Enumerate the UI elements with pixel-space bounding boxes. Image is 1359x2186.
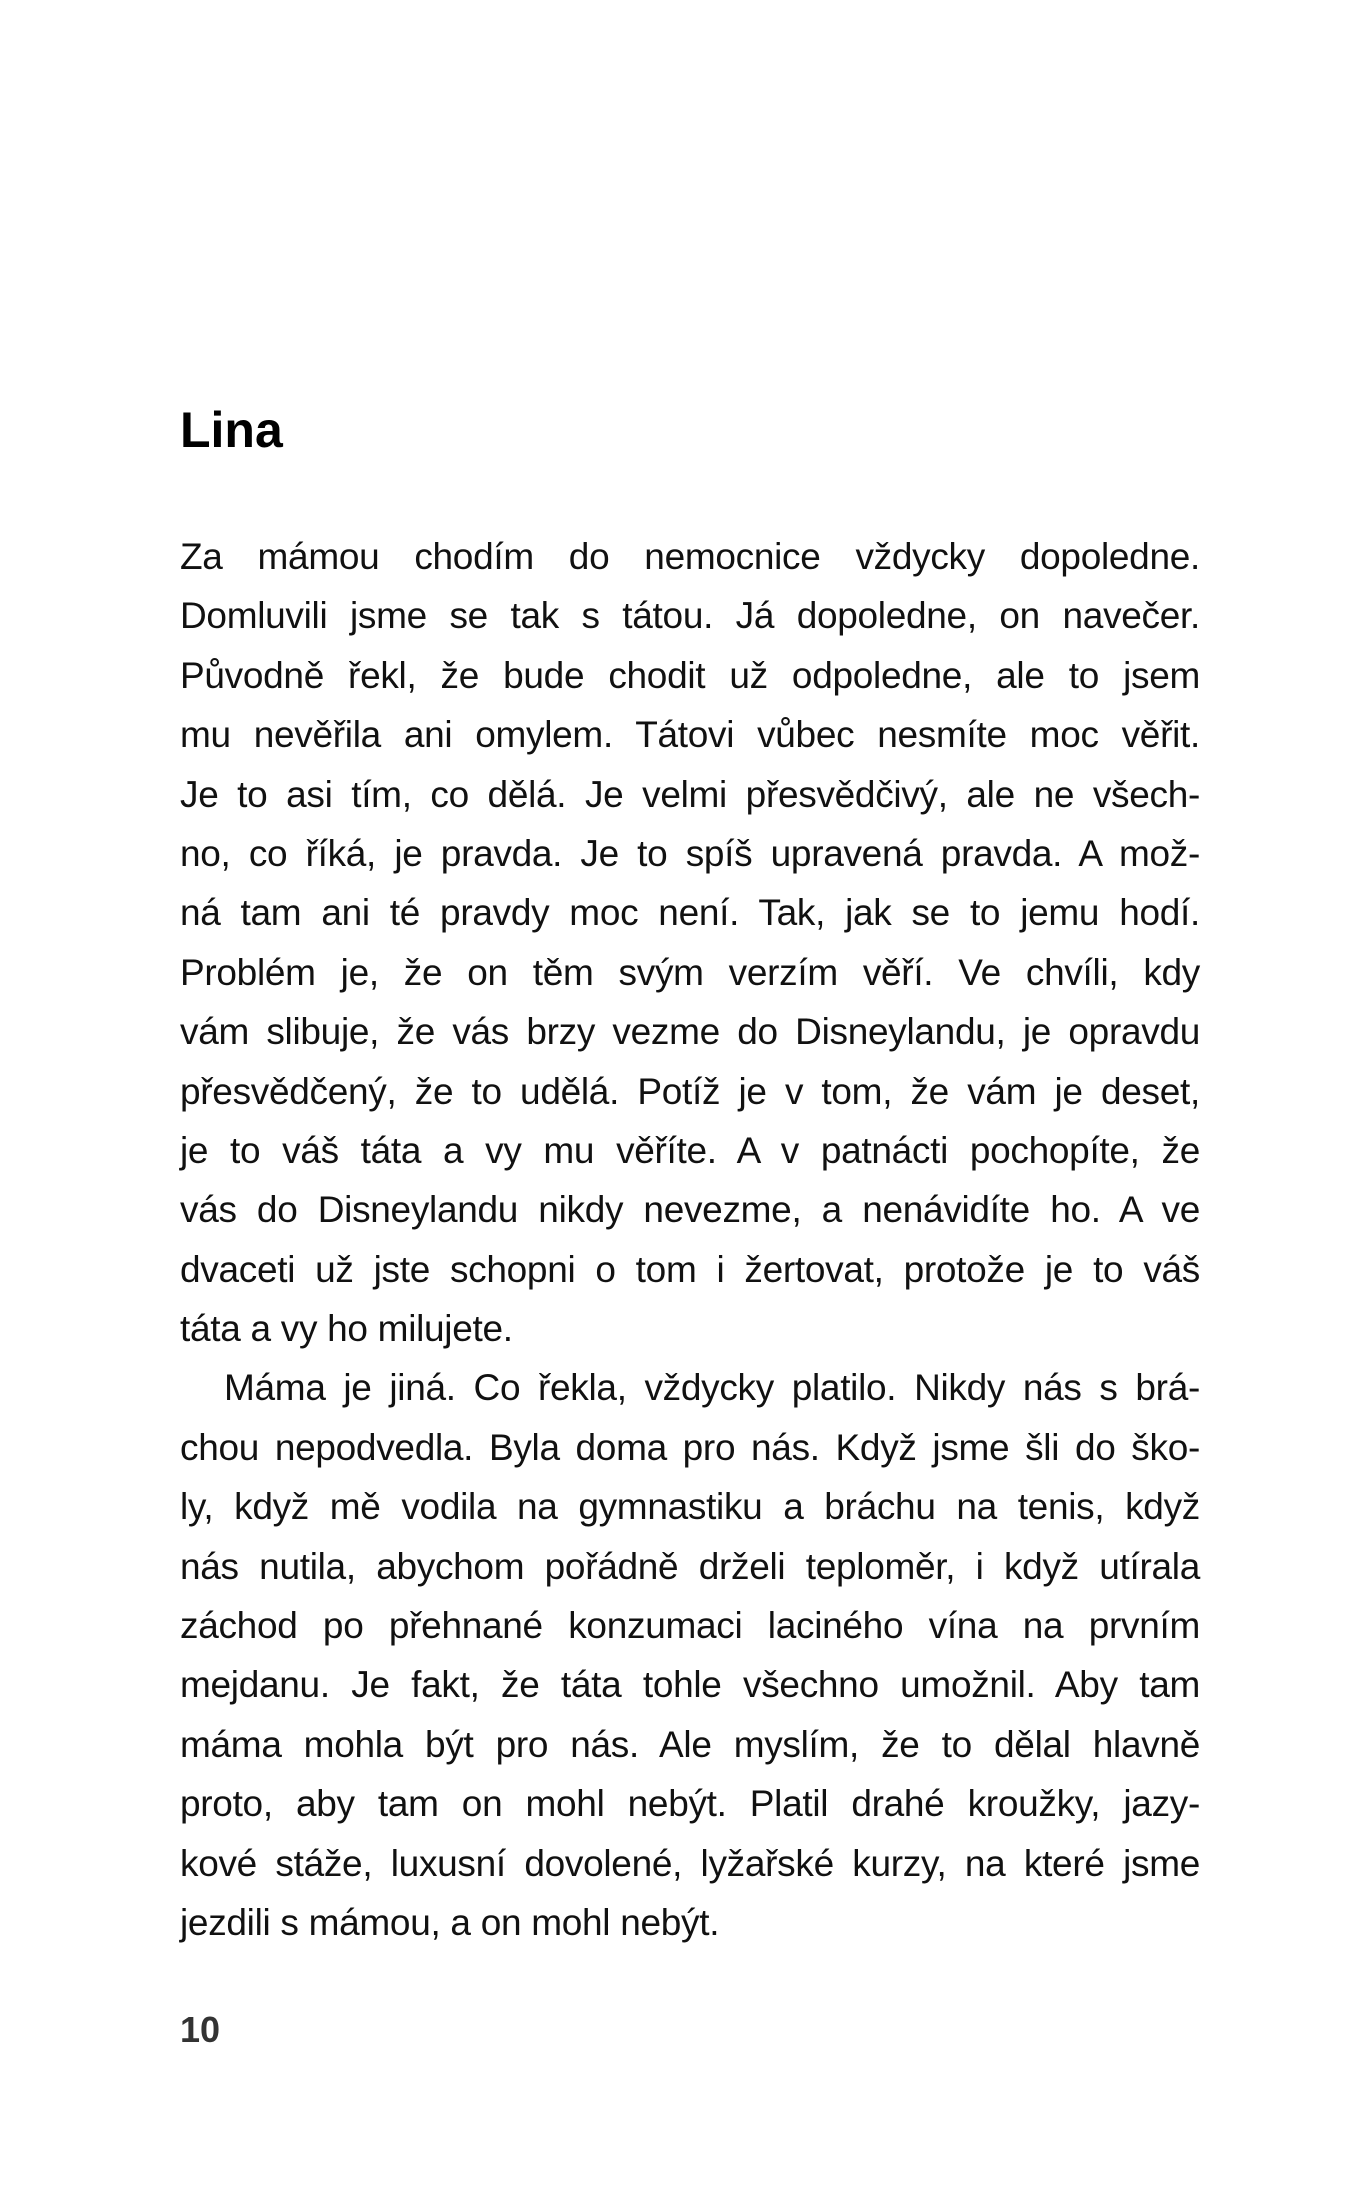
text-line: Za mámou chodím do nemocnice vždycky dopoledne. [180, 536, 1200, 577]
page-number: 10 [180, 2009, 221, 2050]
text-line: nás nutila, abychom pořádně drželi teploměr, i když utírala [180, 1545, 1200, 1587]
text-line: Máma je jiná. Co řekla, vždycky platilo. Nikdy nás s brá- [224, 1367, 1200, 1409]
text-line: vám slibuje, že vás brzy vezme do Disneylandu, je opravdu [180, 1011, 1200, 1053]
text-line: přesvědčený, že to udělá. Potíž je v tom, že vám je deset, [180, 1070, 1200, 1112]
text-line: Problém je, že on těm svým verzím věří. Ve chvíli, kdy [180, 951, 1200, 993]
text-line: dvaceti už jste schopni o tom i žertovat, protože je to váš [180, 1248, 1200, 1290]
text-line: no, co říká, je pravda. Je to spíš upravená pravda. A mož- [180, 832, 1200, 874]
text-line: ly, když mě vodila na gymnastiku a bráchu na tenis, když [180, 1486, 1200, 1528]
text-line: mu nevěřila ani omylem. Tátovi vůbec nesmíte moc věřit. [180, 714, 1200, 756]
text-line: chou nepodvedla. Byla doma pro nás. Když jsme šli do ško- [180, 1426, 1200, 1468]
text-line: Je to asi tím, co dělá. Je velmi přesvědčivý, ale ne všech- [180, 773, 1200, 815]
text-line: proto, aby tam on mohl nebýt. Platil drahé kroužky, jazy- [180, 1783, 1200, 1825]
text-line: jezdili s mámou, a on mohl nebýt. [180, 1901, 720, 1943]
text-line: máma mohla být pro nás. Ale myslím, že to dělal hlavně [180, 1723, 1200, 1765]
text-line: vás do Disneylandu nikdy nevezme, a nenávidíte ho. A ve [180, 1189, 1200, 1231]
paragraph [180, 1358, 1200, 1952]
text-line: kové stáže, luxusní dovolené, lyžařské kurzy, na které jsme [180, 1842, 1200, 1884]
body-text [180, 527, 1200, 1952]
text-line: je to váš táta a vy mu věříte. A v patnácti pochopíte, že [180, 1129, 1200, 1171]
text-line: záchod po přehnané konzumaci laciného vína na prvním [180, 1605, 1200, 1647]
chapter-title: Lina [180, 402, 283, 458]
text-line: Domluvili jsme se tak s tátou. Já dopoledne, on navečer. [180, 595, 1200, 637]
paragraph [180, 527, 1200, 1358]
text-line: mejdanu. Je fakt, že táta tohle všechno umožnil. Aby tam [180, 1664, 1200, 1706]
text-line: Původně řekl, že bude chodit už odpoledne, ale to jsem [180, 654, 1200, 696]
text-line: táta a vy ho milujete. [180, 1308, 513, 1350]
text-line: ná tam ani té pravdy moc není. Tak, jak se to jemu hodí. [180, 892, 1200, 934]
